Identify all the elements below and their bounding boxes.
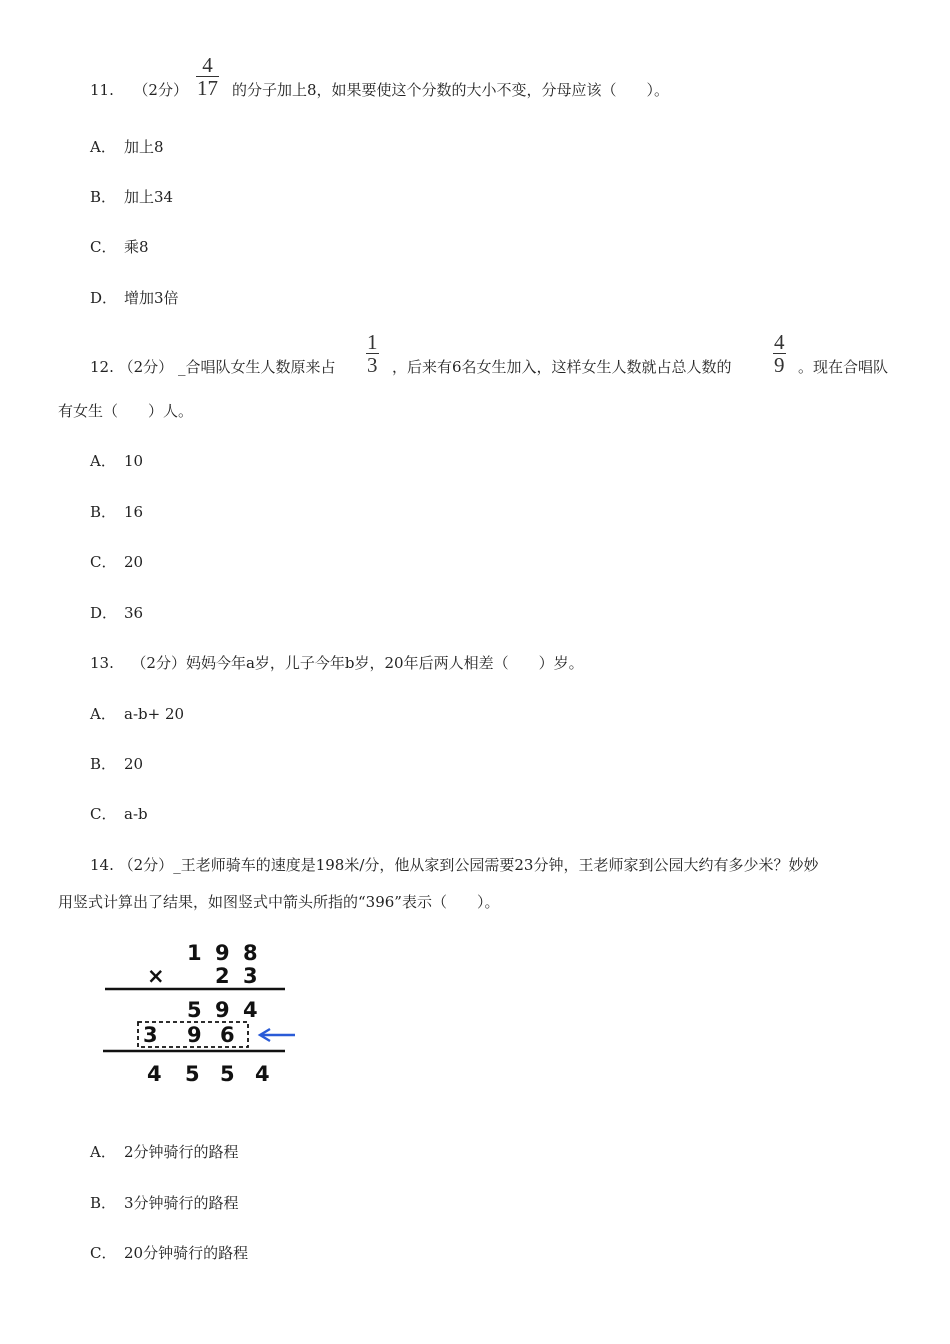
fraction-denominator: 3 — [367, 353, 378, 377]
option-text: 加上8 — [124, 138, 164, 156]
option-letter: C． — [90, 805, 117, 823]
option-text: 加上34 — [124, 188, 174, 206]
q14-stem — [90, 855, 818, 875]
q12-option-c[interactable] — [90, 552, 143, 572]
q11-text: 的分子加上8，如果要使这个分数的大小不变，分母应该（ ）。 — [232, 81, 670, 99]
option-letter: B． — [90, 755, 117, 773]
q11-option-c[interactable] — [90, 237, 149, 257]
result-digit: 4 — [147, 1062, 162, 1086]
option-text: 增加3倍 — [124, 289, 179, 307]
option-text: 3分钟骑行的路程 — [124, 1194, 239, 1212]
result-digit: 5 — [220, 1062, 235, 1086]
q11-stem — [90, 80, 188, 100]
fraction-numerator: 4 — [202, 53, 213, 77]
q12-score: （2分） — [118, 358, 174, 376]
q14-option-b[interactable] — [90, 1193, 239, 1213]
vertical-multiplication-figure — [95, 938, 315, 1088]
option-letter: A． — [90, 452, 116, 470]
q12-text-b: ，后来有6名女生加入，这样女生人数就占总人数的 — [392, 358, 732, 376]
q13-number: 13. — [90, 654, 114, 672]
option-letter: D． — [90, 604, 118, 622]
result-digit: 4 — [255, 1062, 270, 1086]
q13-score: （2分） — [131, 654, 186, 672]
q13-stem — [90, 653, 584, 673]
fraction-numerator: 4 — [774, 330, 785, 354]
option-text: a-b — [124, 805, 148, 823]
q13-option-b[interactable] — [90, 754, 143, 774]
multiplier-digit: 3 — [243, 964, 258, 988]
q12-text-line2: 有女生（ ）人。 — [58, 402, 194, 420]
q13-option-c[interactable] — [90, 804, 148, 824]
q12-text-a: _合唱队女生人数原来占 — [177, 358, 336, 376]
result-digit: 5 — [185, 1062, 200, 1086]
partial-product-digit: 9 — [187, 1023, 202, 1047]
multiply-sign: × — [147, 964, 165, 988]
option-letter: A． — [90, 138, 116, 156]
option-letter: C． — [90, 238, 117, 256]
multiplicand-digit: 8 — [243, 941, 258, 965]
partial-product-digit: 5 — [187, 998, 202, 1022]
fraction-numerator: 1 — [367, 330, 378, 354]
option-letter: B． — [90, 503, 117, 521]
option-letter: C． — [90, 553, 117, 571]
option-text: 20 — [124, 553, 144, 571]
option-letter: C． — [90, 1244, 117, 1262]
fraction-denominator: 17 — [197, 76, 218, 100]
q13-text: 妈妈今年a岁，儿子今年b岁，20年后两人相差（ ）岁。 — [185, 654, 584, 672]
q12-number: 12. — [90, 358, 114, 376]
option-letter: A． — [90, 1143, 116, 1161]
q14-option-a[interactable] — [90, 1142, 239, 1162]
partial-product-digit: 6 — [220, 1023, 235, 1047]
option-text: 乘8 — [124, 238, 149, 256]
q11-number: 11. — [90, 81, 114, 99]
q14-number: 14. — [90, 856, 114, 874]
q12-fraction-a — [366, 330, 379, 377]
q11-option-b[interactable] — [90, 187, 173, 207]
q12-stem — [90, 357, 335, 377]
multiplier-digit: 2 — [215, 964, 230, 988]
arrow-left-icon — [260, 1029, 295, 1041]
option-text: 36 — [124, 604, 144, 622]
option-letter: A． — [90, 705, 116, 723]
option-letter: B． — [90, 1194, 117, 1212]
option-text: a-b+ 20 — [124, 705, 185, 723]
q13-option-a[interactable] — [90, 704, 184, 724]
q12-option-d[interactable] — [90, 603, 143, 623]
q14-score: （2分） — [118, 856, 174, 874]
fraction-denominator: 9 — [774, 353, 785, 377]
q11-option-a[interactable] — [90, 137, 164, 157]
multiplicand-digit: 1 — [187, 941, 202, 965]
option-text: 20分钟骑行的路程 — [124, 1244, 249, 1262]
option-text: 20 — [124, 755, 144, 773]
q11-fraction — [196, 53, 219, 100]
q12-text-c: 。现在合唱队 — [798, 358, 889, 376]
q14-text-line1: _王老师骑车的速度是198米/分，他从家到公园需要23分钟，王老师家到公园大约有多少米？妙妙 — [173, 856, 819, 874]
option-text: 10 — [124, 452, 144, 470]
option-letter: B． — [90, 188, 117, 206]
option-text: 2分钟骑行的路程 — [124, 1143, 239, 1161]
q12-option-a[interactable] — [90, 451, 143, 471]
option-text: 16 — [124, 503, 144, 521]
q14-text-line2: 用竖式计算出了结果，如图竖式中箭头所指的“396”表示（ ）。 — [58, 893, 500, 911]
q11-option-d[interactable] — [90, 288, 179, 308]
option-letter: D． — [90, 289, 118, 307]
q12-option-b[interactable] — [90, 502, 143, 522]
q12-fraction-b — [773, 330, 786, 377]
partial-product-digit: 3 — [143, 1023, 158, 1047]
partial-product-digit: 9 — [215, 998, 230, 1022]
q11-score: （2分） — [133, 81, 188, 99]
q14-option-c[interactable] — [90, 1243, 248, 1263]
partial-product-digit: 4 — [243, 998, 258, 1022]
multiplicand-digit: 9 — [215, 941, 230, 965]
